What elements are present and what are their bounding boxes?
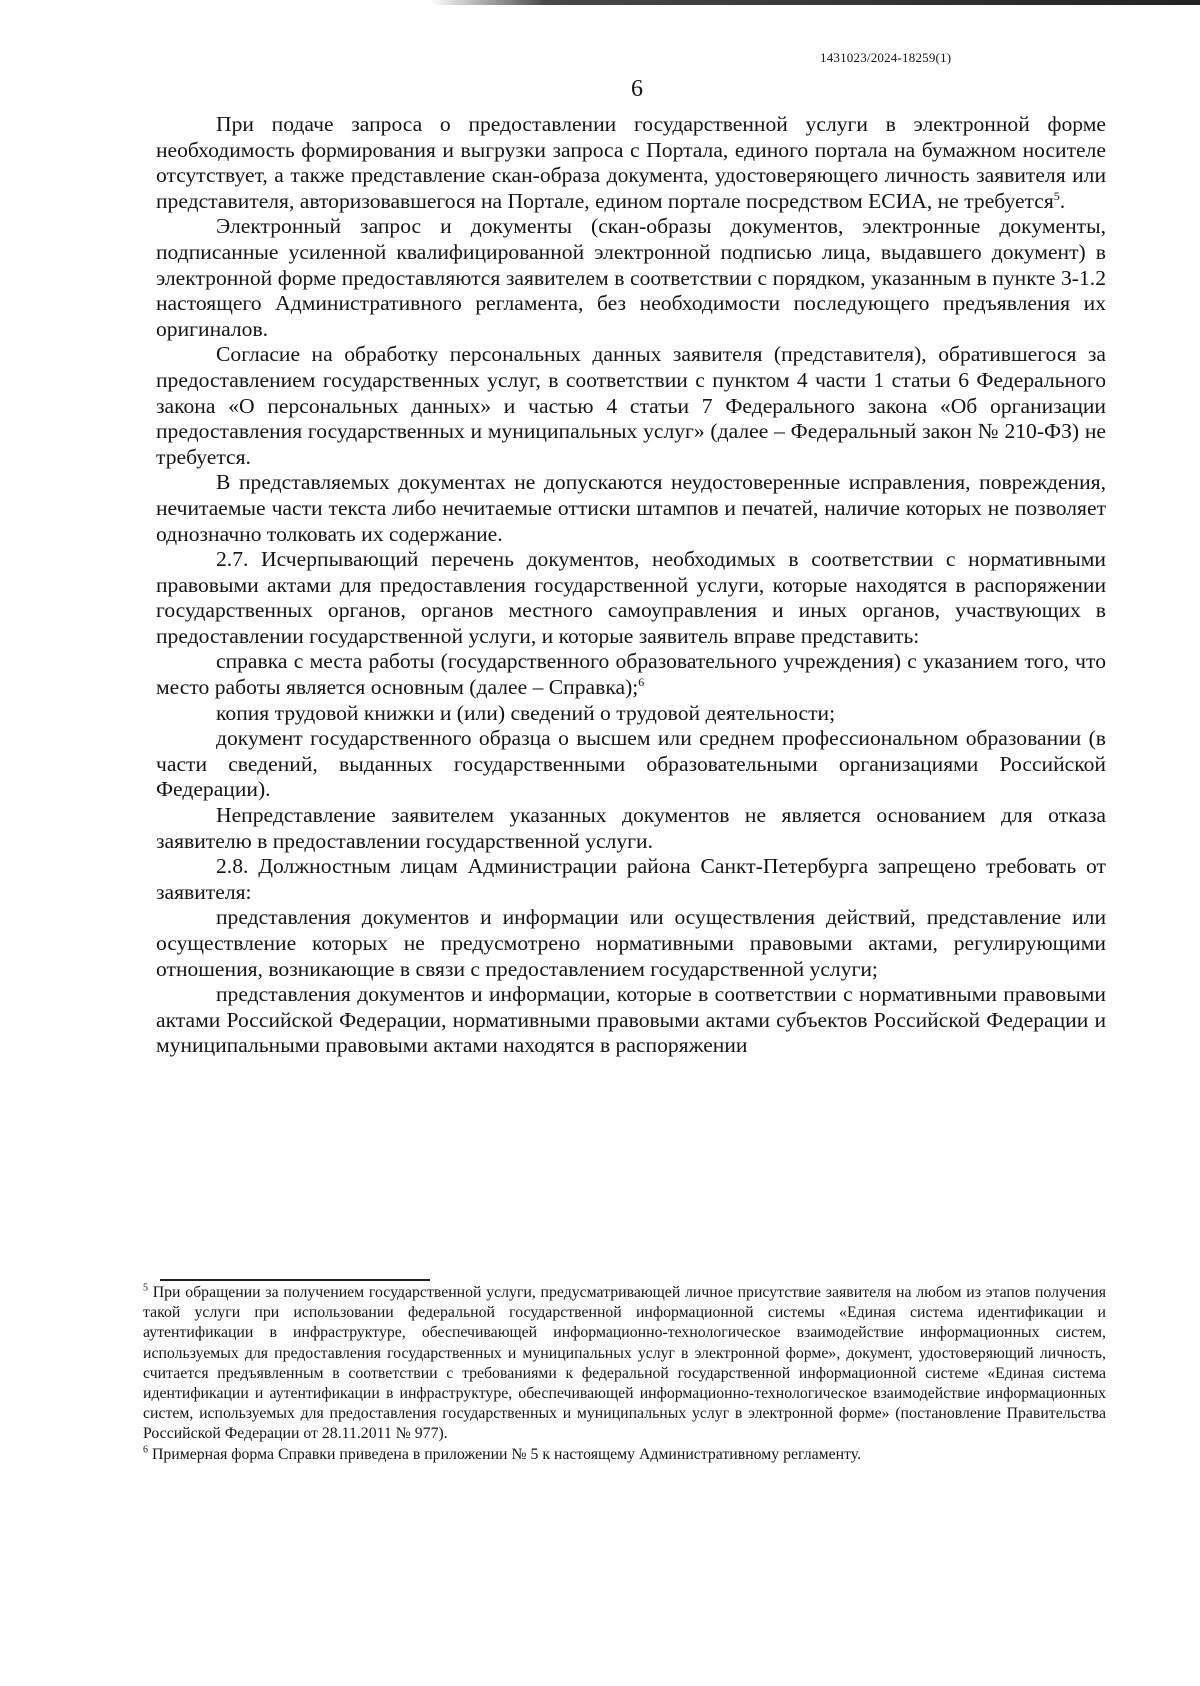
list-item-prohibited-actions: представления документов и информации или осуществления действий, представление или осуществление которых не предусмотрено нормативными правовыми актами, регулирующими отношения, возникающие в связи с предоставлением государственной услуги; [156, 905, 1106, 981]
paragraph-electronic-documents: Электронный запрос и документы (скан-образы документов, электронные документы, подписанные усиленной квалифицированной электронной подписью лица, выдавшего документ) в электронной форме предоставляются заявителем в соответствии с порядком, указанным в пункте 3-1.2 настоящего Административного регламента, без необходимости последующего предъявления их оригиналов. [156, 214, 1106, 341]
list-item-diploma: документ государственного образца о высшем или среднем профессиональном образовании (в части сведений, выданных государственными образовательными организациями Российской Федерации). [156, 726, 1106, 802]
paragraph-non-submission: Непредставление заявителем указанных документов не является основанием для отказа заявителю в предоставлении государственной услуги. [156, 803, 1106, 853]
paragraph-section-2-8: 2.8. Должностным лицам Администрации района Санкт-Петербурга запрещено требовать от заявителя: [156, 854, 1106, 904]
footnote-separator [160, 1279, 430, 1281]
paragraph-text: При подаче запроса о предоставлении государственной услуги в электронной форме необходимость формирования и выгрузки запроса с Портала, единого портала на бумажном носителе отсутствует, а также представление скан-образа документа, удостоверяющего личность заявителя или представителя, авторизовавшегося на Портале, едином портале посредством ЕСИА, не требуется [156, 112, 1106, 213]
paragraph-personal-data-consent: Согласие на обработку персональных данных заявителя (представителя), обратившегося за предоставлением государственных услуг, в соответствии с пунктом 4 части 1 статьи 6 Федерального закона «О персональных данных» и частью 4 статьи 7 Федерального закона «Об организации предоставления государственных и муниципальных услуг» (далее – Федеральный закон № 210-ФЗ) не требуется. [156, 342, 1106, 469]
paragraph-document-corrections: В представляемых документах не допускаются неудостоверенные исправления, повреждения, нечитаемые части текста либо нечитаемые оттиски штампов и печатей, наличие которых не позволяет однозначно толковать их содержание. [156, 470, 1106, 546]
list-item-prohibited-documents: представления документов и информации, которые в соответствии с нормативными правовыми актами Российской Федерации, нормативными правовыми актами субъектов Российской Федерации и муниципальными правовыми актами находятся в распоряжении [156, 982, 1106, 1058]
paragraph-tail: . [1059, 188, 1066, 213]
footnote-mark-6: 6 [143, 1444, 148, 1456]
list-item-text: справка с места работы (государственного образовательного учреждения) с указанием того, что место работы является основным (далее – Справка); [156, 649, 1106, 700]
paragraph-section-2-7: 2.7. Исчерпывающий перечень документов, необходимых в соответствии с нормативными правовыми актами для предоставления государственной услуги, которые находятся в распоряжении государственных органов, органов местного самоуправления и иных органов, участвующих в предоставлении государственной услуги, и которые заявитель вправе представить: [156, 547, 1106, 648]
main-text [156, 112, 1106, 1059]
paragraph-electronic-request [156, 112, 1106, 214]
footnote-5 [143, 1283, 1106, 1445]
footnotes [143, 1283, 1106, 1465]
footnote-ref-5[interactable]: 5 [1053, 188, 1060, 203]
page-number: 6 [631, 76, 643, 102]
footnote-6 [143, 1445, 1106, 1465]
footnote-mark-5: 5 [143, 1282, 148, 1294]
footnote-text-5: При обращении за получением государственной услуги, предусматривающей личное присутствие заявителя на любом из этапов получения такой услуги при использовании федеральной государственной информационной системы «Единая система идентификации и аутентификации в инфраструктуре, обеспечивающей информационно-технологическое взаимодействие информационных систем, используемых для предоставления государственных и муниципальных услуг в электронной форме», документ, удостоверяющий личность, считается предъявленным в соответствии с требованиями к федеральной государственной информационной системе «Единая система идентификации и аутентификации в инфраструктуре, обеспечивающей информационно-технологическое взаимодействие информационных систем, используемых для предоставления государственных и муниципальных услуг в электронной форме» (постановление Правительства Российской Федерации от 28.11.2011 № 977). [143, 1284, 1106, 1443]
list-item-work-book: копия трудовой книжки и (или) сведений о трудовой деятельности; [216, 700, 836, 725]
scan-edge-line [430, 0, 1200, 5]
footnote-text-6: Примерная форма Справки приведена в приложении № 5 к настоящему Административному регламенту. [151, 1445, 862, 1463]
footnote-ref-6[interactable]: 6 [638, 674, 645, 689]
list-item-certificate [156, 649, 1106, 700]
document-id: 1431023/2024-18259(1) [820, 50, 952, 65]
